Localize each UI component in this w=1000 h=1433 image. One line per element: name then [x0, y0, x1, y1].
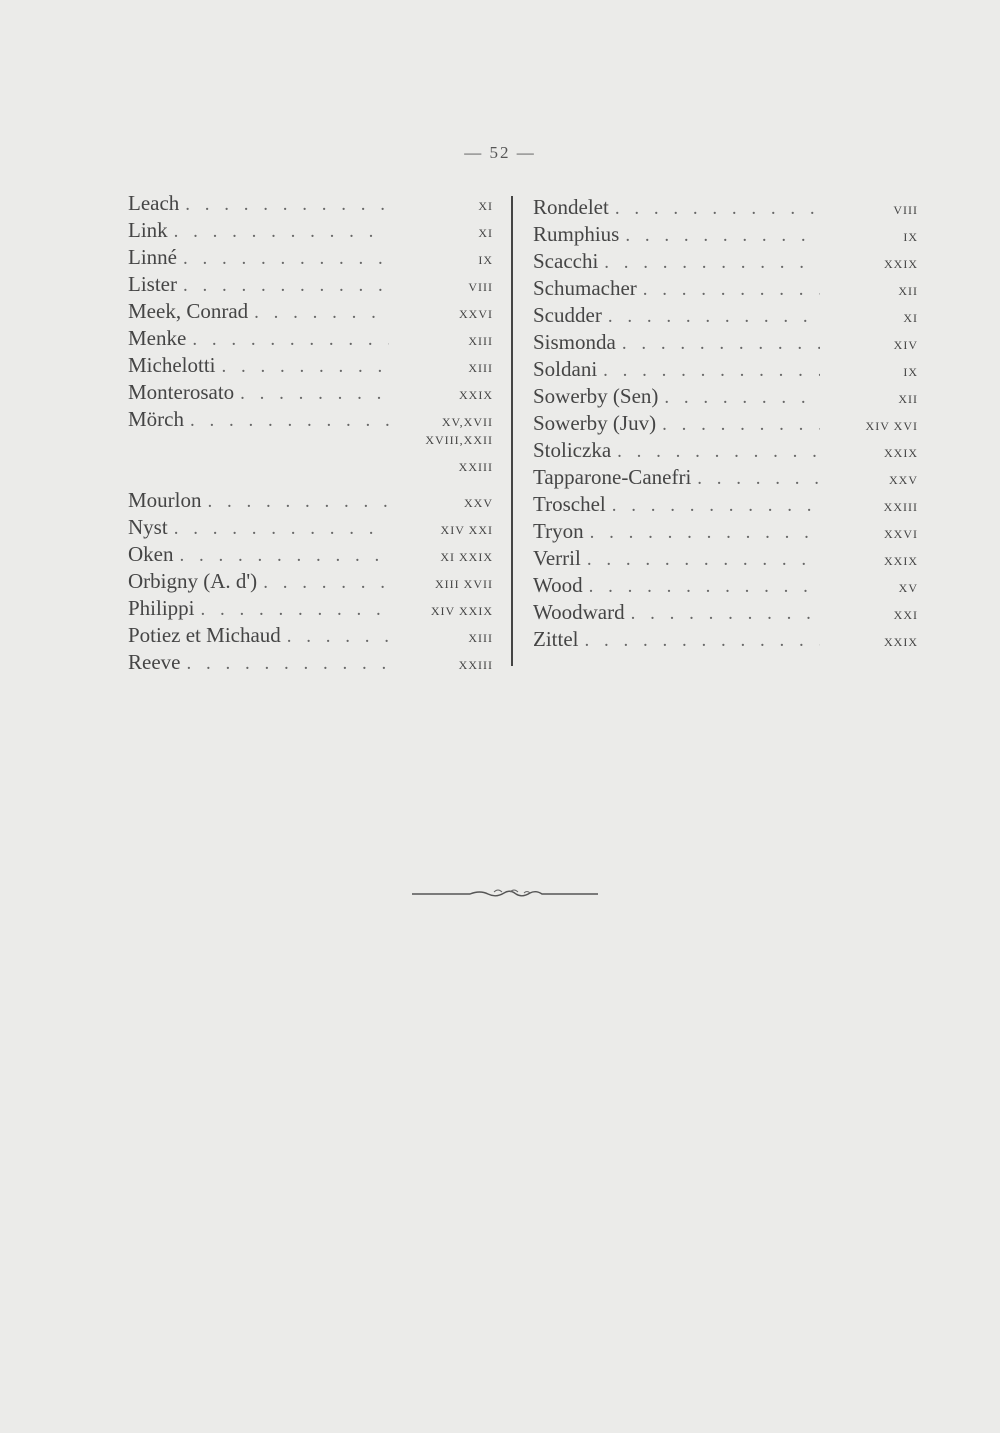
index-entry — [533, 221, 918, 248]
entry-reference: XXIII — [458, 460, 493, 474]
entry-name: Sowerby (Sen) — [533, 384, 659, 408]
entry-name: Rondelet — [533, 195, 609, 219]
index-entry — [128, 595, 493, 622]
entry-reference: XIV XXI — [440, 523, 493, 537]
entry-name: Leach — [128, 191, 180, 215]
leader-dots — [202, 491, 390, 513]
entry-name: Soldani — [533, 357, 598, 381]
leader-dots — [598, 252, 820, 274]
leader-dots — [691, 468, 820, 490]
entry-name: Verril — [533, 546, 581, 570]
entry-name: Oken — [128, 542, 174, 566]
column-divider — [511, 196, 513, 666]
index-entry — [128, 271, 493, 298]
entry-reference: XII — [898, 284, 918, 298]
entry-name: Menke — [128, 326, 187, 350]
entry-reference: XI XXIX — [440, 550, 493, 564]
entry-name: Potiez et Michaud — [128, 623, 281, 647]
index-entry — [533, 356, 918, 383]
leader-dots — [579, 630, 821, 652]
leader-dots — [177, 275, 389, 297]
entry-reference: XIV — [893, 338, 918, 352]
page-number: — 52 — — [464, 143, 536, 162]
index-entry — [533, 464, 918, 491]
index-entry — [533, 248, 918, 275]
index-entry — [128, 325, 493, 352]
entry-name: Scudder — [533, 303, 602, 327]
leader-dots — [180, 653, 389, 675]
entry-reference: XIII — [468, 334, 493, 348]
leader-dots — [184, 410, 389, 432]
entry-reference: XXVI — [459, 307, 493, 321]
leader-dots — [602, 306, 820, 328]
leader-dots — [179, 194, 389, 216]
index-entry — [533, 329, 918, 356]
leader-dots — [637, 279, 820, 301]
entry-reference: XXV — [464, 496, 493, 510]
decorative-rule-ornament — [410, 884, 600, 900]
entry-name: Meek, Conrad — [128, 299, 249, 323]
entry-reference: XXIX — [884, 635, 918, 649]
entry-name: Wood — [533, 573, 583, 597]
leader-dots — [168, 518, 389, 540]
index-entry — [128, 217, 493, 244]
index-entry — [533, 302, 918, 329]
leader-dots — [625, 603, 820, 625]
entry-reference: XXIX — [884, 446, 918, 460]
entry-reference: XIV XVI — [865, 419, 918, 433]
leader-dots — [195, 599, 389, 621]
leader-dots — [281, 626, 389, 648]
index-entry — [128, 541, 493, 568]
entry-reference: XIII — [468, 361, 493, 375]
entry-reference: XXIX — [884, 257, 918, 271]
entry-name: Nyst — [128, 515, 168, 539]
entry-reference: XV — [898, 581, 918, 595]
entry-reference: XXV — [889, 473, 918, 487]
index-entry — [128, 433, 493, 460]
leader-dots — [257, 572, 389, 594]
leader-dots — [597, 360, 820, 382]
entry-name: Michelotti — [128, 353, 216, 377]
index-entry — [533, 518, 918, 545]
entry-name: Stoliczka — [533, 438, 612, 462]
entry-reference: XIII — [468, 631, 493, 645]
leader-dots — [177, 248, 389, 270]
entry-name: Lister — [128, 272, 177, 296]
leader-dots — [656, 414, 820, 436]
index-entry — [128, 568, 493, 595]
entry-reference: IX — [903, 365, 918, 379]
entry-name: Rumphius — [533, 222, 620, 246]
entry-name: Woodward — [533, 600, 625, 624]
index-entry — [128, 622, 493, 649]
leader-dots — [174, 545, 390, 567]
leader-dots — [248, 302, 389, 324]
entry-reference: IX — [903, 230, 918, 244]
entry-reference: XXIII — [458, 658, 493, 672]
entry-reference: VIII — [893, 203, 918, 217]
index-entry — [533, 383, 918, 410]
index-entry — [533, 545, 918, 572]
index-entry — [128, 244, 493, 271]
entry-name: Mourlon — [128, 488, 202, 512]
leader-dots — [616, 333, 820, 355]
index-entry — [533, 572, 918, 599]
entry-reference: XIV XXIX — [430, 604, 493, 618]
index-entry — [128, 649, 493, 676]
leader-dots — [186, 329, 389, 351]
entry-name: Sowerby (Juv) — [533, 411, 657, 435]
index-entry — [533, 275, 918, 302]
index-entry — [128, 190, 493, 217]
entry-name: Link — [128, 218, 168, 242]
leader-dots — [216, 356, 390, 378]
entry-name: Troschel — [533, 492, 606, 516]
right-index-column — [533, 194, 918, 653]
index-entry — [533, 626, 918, 653]
leader-dots — [619, 225, 820, 247]
entry-reference: XI — [903, 311, 918, 325]
entry-name: Mörch — [128, 407, 184, 431]
entry-reference: XV,XVII — [441, 415, 493, 429]
leader-dots — [584, 522, 820, 544]
entry-name: Sismonda — [533, 330, 616, 354]
entry-reference: XXVI — [884, 527, 918, 541]
entry-name: Tryon — [533, 519, 584, 543]
index-entry — [128, 298, 493, 325]
index-entry — [533, 410, 918, 437]
index-entry — [128, 352, 493, 379]
index-entry — [128, 514, 493, 541]
index-entry — [533, 599, 918, 626]
index-entry — [533, 437, 918, 464]
entry-reference: XXIX — [884, 554, 918, 568]
entry-reference: XXIX — [459, 388, 493, 402]
entry-reference: XIII XVII — [435, 577, 493, 591]
entry-name: Monterosato — [128, 380, 235, 404]
index-entry — [128, 406, 493, 433]
index-entry — [533, 194, 918, 221]
entry-reference: IX — [478, 253, 493, 267]
leader-dots — [658, 387, 820, 409]
entry-name: Scacchi — [533, 249, 599, 273]
leader-dots — [606, 495, 820, 517]
entry-name: Linné — [128, 245, 177, 269]
leader-dots — [609, 198, 820, 220]
entry-name: Zittel — [533, 627, 579, 651]
leader-dots — [168, 221, 389, 243]
leader-dots — [611, 441, 820, 463]
entry-reference: XVIII,XXII — [425, 433, 493, 447]
index-entry — [128, 460, 493, 487]
leader-dots — [581, 549, 820, 571]
entry-name: Tapparone-Canefri — [533, 465, 692, 489]
entry-name: Philippi — [128, 596, 195, 620]
left-index-column — [128, 190, 493, 676]
index-entry — [128, 487, 493, 514]
entry-name: Schumacher — [533, 276, 637, 300]
entry-reference: XXI — [893, 608, 918, 622]
entry-reference: XI — [478, 226, 493, 240]
leader-dots — [583, 576, 820, 598]
index-entry — [533, 491, 918, 518]
entry-name: Reeve — [128, 650, 181, 674]
entry-name: Orbigny (A. d') — [128, 569, 258, 593]
index-entry — [128, 379, 493, 406]
entry-reference: XXIII — [883, 500, 918, 514]
leader-dots — [234, 383, 389, 405]
entry-reference: XII — [898, 392, 918, 406]
entry-reference: XI — [478, 199, 493, 213]
entry-reference: VIII — [468, 280, 493, 294]
